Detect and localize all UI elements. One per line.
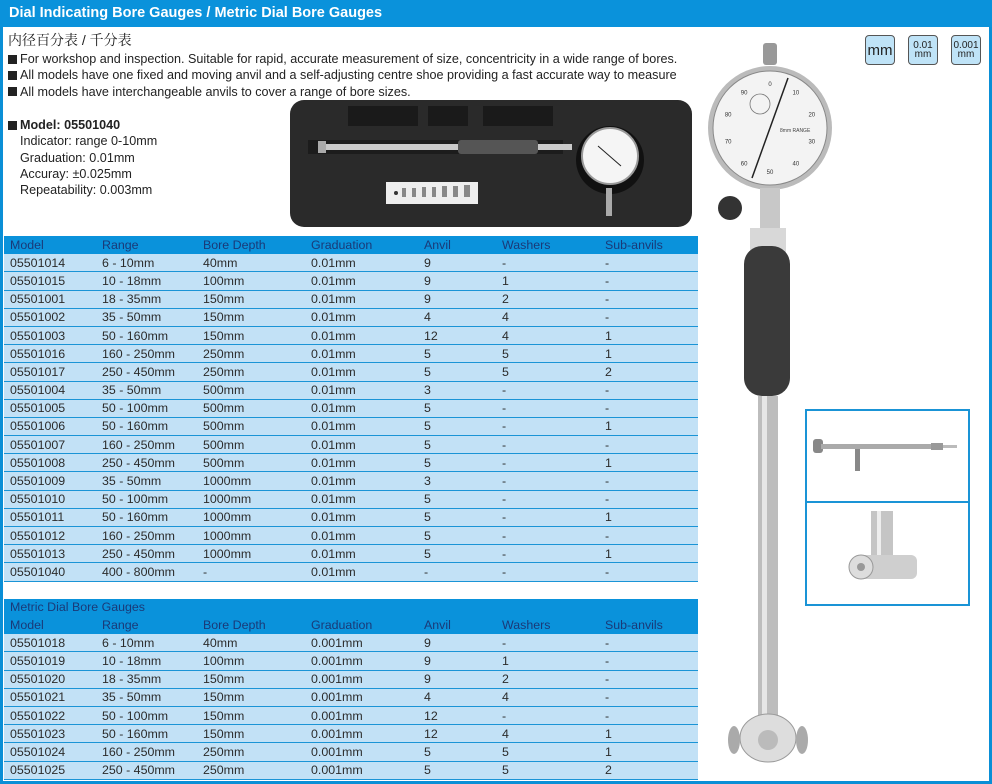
table-cell: 05501018 <box>10 635 66 650</box>
dial-scale-label: 50 <box>766 170 774 176</box>
feature-text: All models have interchangeable anvils to cover a range of bore sizes. <box>20 84 411 99</box>
table-cell: 05501025 <box>10 763 66 778</box>
table-cell: 05501003 <box>10 328 66 343</box>
table-cell: - <box>605 690 610 705</box>
table-header-row <box>4 616 698 634</box>
table-cell: 05501021 <box>10 690 66 705</box>
table-row <box>4 272 698 290</box>
table-cell: 05501009 <box>10 474 66 489</box>
table-cell: - <box>605 273 610 288</box>
table-cell: 6 - 10mm <box>102 255 155 270</box>
table-cell: 50 - 160mm <box>102 510 169 525</box>
table-header-row <box>4 236 698 254</box>
table-cell: 3 <box>424 474 431 489</box>
table-cell: 1 <box>605 346 612 361</box>
table-cell: - <box>502 437 507 452</box>
table-cell: 50 - 100mm <box>102 401 169 416</box>
table-cell: - <box>605 653 610 668</box>
table-cell: 0.01mm <box>311 346 356 361</box>
table-cell: 2 <box>502 672 509 687</box>
table-row <box>4 291 698 309</box>
table-cell: 0.001mm <box>311 653 363 668</box>
table-cell: 250 - 450mm <box>102 763 176 778</box>
table-cell: 50 - 160mm <box>102 328 169 343</box>
unit-badge-0-001mm <box>951 35 981 65</box>
table-cell: 0.01mm <box>311 292 356 307</box>
column-header: Anvil <box>424 238 451 253</box>
dial-stem-top <box>763 43 777 65</box>
table-cell: - <box>502 528 507 543</box>
dial-scale-label: 40 <box>792 161 800 168</box>
table-cell: 0.001mm <box>311 708 363 723</box>
table-cell: 0.01mm <box>311 455 356 470</box>
table-cell: 0.001mm <box>311 690 363 705</box>
table-cell: 50 - 160mm <box>102 726 169 741</box>
table-cell: 100mm <box>203 653 245 668</box>
column-header: Bore Depth <box>203 238 266 253</box>
table-cell: 5 <box>424 528 431 543</box>
table-row <box>4 725 698 743</box>
table-row <box>4 400 698 418</box>
lock-knob <box>718 196 742 220</box>
unit-badge-line2: mm <box>914 49 932 60</box>
table-cell: 4 <box>502 690 509 705</box>
table-cell: 12 <box>424 328 438 343</box>
table-cell: 05501010 <box>10 492 66 507</box>
table-cell: 05501013 <box>10 546 66 561</box>
gauge-handle <box>458 140 538 154</box>
table-cell: 05501016 <box>10 346 66 361</box>
table-cell: 250mm <box>203 744 245 759</box>
table-cell: 5 <box>424 346 431 361</box>
table-cell: - <box>502 383 507 398</box>
dial-scale-label: 0 <box>768 82 772 88</box>
table-cell: 1 <box>502 653 509 668</box>
table-cell: 9 <box>424 273 431 288</box>
table-cell: 9 <box>424 635 431 650</box>
table-cell: 1 <box>605 419 612 434</box>
table-cell: 1000mm <box>203 546 252 561</box>
table-cell: 0.01mm <box>311 474 356 489</box>
table-cell: 35 - 50mm <box>102 383 162 398</box>
rod-highlight <box>762 396 767 716</box>
table-cell: 400 - 800mm <box>102 564 176 579</box>
table-cell: 4 <box>502 328 509 343</box>
table-row <box>4 345 698 363</box>
table-cell: 5 <box>502 346 509 361</box>
bullet-square-icon <box>8 71 17 80</box>
table-row <box>4 707 698 725</box>
unit-badge-line1: mm <box>867 41 893 59</box>
table-row <box>4 472 698 490</box>
table-cell: 160 - 250mm <box>102 528 176 543</box>
table-body <box>4 254 698 581</box>
table-cell: 35 - 50mm <box>102 474 162 489</box>
table-cell: 250 - 450mm <box>102 546 176 561</box>
table-cell: 160 - 250mm <box>102 744 176 759</box>
extension-rod-illustration <box>807 411 968 501</box>
table-cell: 250 - 450mm <box>102 364 176 379</box>
table-cell: 500mm <box>203 455 245 470</box>
metric-dial-bore-gauges-table <box>4 599 698 780</box>
dial-scale-label: 80 <box>724 112 732 119</box>
model-spec-block <box>8 117 157 198</box>
table-row <box>4 454 698 472</box>
table-cell: 9 <box>424 292 431 307</box>
measuring-head-illustration <box>807 503 968 604</box>
table-row <box>4 762 698 780</box>
table-cell: 4 <box>424 690 431 705</box>
table-cell: 0.01mm <box>311 546 356 561</box>
table-body <box>4 634 698 780</box>
moving-anvil <box>796 726 808 754</box>
table-cell: 4 <box>424 310 431 325</box>
table-cell: 0.001mm <box>311 726 363 741</box>
table-row <box>4 309 698 327</box>
feature-item <box>8 51 677 67</box>
gauge-neck <box>760 188 780 228</box>
bullet-square-icon <box>8 55 17 64</box>
gauge-handle <box>744 246 790 396</box>
table-cell: 0.01mm <box>311 492 356 507</box>
table-cell: - <box>502 635 507 650</box>
unit-badges <box>865 35 981 65</box>
table-cell: 1000mm <box>203 492 252 507</box>
table-cell: 1 <box>502 273 509 288</box>
table-row <box>4 652 698 670</box>
column-header: Graduation <box>311 238 373 253</box>
table-cell: 5 <box>424 546 431 561</box>
table-cell: 05501024 <box>10 744 66 759</box>
table-cell: 5 <box>502 364 509 379</box>
table-cell: 12 <box>424 708 438 723</box>
table-cell: 35 - 50mm <box>102 310 162 325</box>
table-cell: - <box>605 437 610 452</box>
table-cell: 1 <box>605 546 612 561</box>
model-heading <box>8 117 157 133</box>
spec-graduation: Graduation: 0.01mm <box>20 150 135 165</box>
table-cell: 5 <box>424 437 431 452</box>
table-cell: 4 <box>502 726 509 741</box>
table-cell: 0.01mm <box>311 364 356 379</box>
column-header: Washers <box>502 618 551 633</box>
table-cell: 500mm <box>203 383 245 398</box>
table-cell: 9 <box>424 255 431 270</box>
table-cell: 5 <box>502 763 509 778</box>
column-header: Range <box>102 618 139 633</box>
table-row <box>4 563 698 581</box>
table-cell: 9 <box>424 653 431 668</box>
feature-text: For workshop and inspection. Suitable for rapid, accurate measurement of size, concentricity in a wide range of bores. <box>20 52 678 66</box>
table-cell: 1 <box>605 455 612 470</box>
table-cell: - <box>605 672 610 687</box>
table-row <box>4 509 698 527</box>
dial-scale-label: 30 <box>808 139 816 146</box>
dial-scale-label: 10 <box>792 90 800 97</box>
table-cell: 0.01mm <box>311 310 356 325</box>
table-row <box>4 254 698 272</box>
table-cell: 0.01mm <box>311 383 356 398</box>
table-cell: 0.01mm <box>311 255 356 270</box>
table-cell: 12 <box>424 726 438 741</box>
table-cell: 0.01mm <box>311 510 356 525</box>
fixed-anvil <box>728 726 740 754</box>
table-cell: - <box>424 564 429 579</box>
spec-repeatability: Repeatability: 0.003mm <box>20 183 153 198</box>
table-cell: 0.01mm <box>311 273 356 288</box>
table-cell: 05501014 <box>10 255 66 270</box>
table-cell: 0.01mm <box>311 437 356 452</box>
table-cell: 0.001mm <box>311 635 363 650</box>
table-cell: 5 <box>424 419 431 434</box>
bullet-square-icon <box>8 121 17 130</box>
spec-accuracy: Accuray: ±0.025mm <box>20 166 132 181</box>
table-cell: 6 - 10mm <box>102 635 155 650</box>
table-cell: 0.001mm <box>311 744 363 759</box>
table-cell: 250mm <box>203 346 245 361</box>
table-cell: - <box>502 492 507 507</box>
table-cell: 0.01mm <box>311 328 356 343</box>
dial-bore-gauges-table <box>4 236 698 582</box>
table-cell: 05501001 <box>10 292 66 307</box>
dial-scale-label: 70 <box>724 139 732 146</box>
table-cell: 250mm <box>203 364 245 379</box>
table-cell: 150mm <box>203 672 245 687</box>
table-cell: 05501015 <box>10 273 66 288</box>
table-cell: 0.001mm <box>311 672 363 687</box>
table-cell: 500mm <box>203 419 245 434</box>
table-cell: 5 <box>424 744 431 759</box>
table-row <box>4 545 698 563</box>
table-cell: 18 - 35mm <box>102 672 162 687</box>
case-slot <box>483 106 553 126</box>
case-slot <box>428 106 468 126</box>
table-cell: 150mm <box>203 310 245 325</box>
table-caption: Metric Dial Bore Gauges <box>4 599 698 616</box>
table-cell: - <box>605 255 610 270</box>
table-cell: 50 - 100mm <box>102 492 169 507</box>
column-header: Sub-anvils <box>605 618 663 633</box>
dial-scale-label: 20 <box>808 112 816 119</box>
dial-stem <box>606 188 612 216</box>
table-cell: - <box>605 564 610 579</box>
column-header: Sub-anvils <box>605 238 663 253</box>
table-cell: 5 <box>424 492 431 507</box>
bore-gauge-kit-image <box>288 98 694 229</box>
table-cell: 5 <box>424 510 431 525</box>
table-cell: 05501007 <box>10 437 66 452</box>
chinese-title: 内径百分表 / 千分表 <box>8 32 132 48</box>
table-row <box>4 382 698 400</box>
table-cell: - <box>502 455 507 470</box>
table-cell: 0.01mm <box>311 564 356 579</box>
table-row <box>4 436 698 454</box>
table-cell: - <box>203 564 208 579</box>
table-row <box>4 689 698 707</box>
column-header: Bore Depth <box>203 618 266 633</box>
table-cell: 5 <box>424 401 431 416</box>
gauge-rod <box>758 396 778 716</box>
table-cell: - <box>502 255 507 270</box>
table-cell: 40mm <box>203 635 238 650</box>
table-cell: - <box>605 635 610 650</box>
table-cell: - <box>605 310 610 325</box>
table-cell: - <box>605 401 610 416</box>
page-title: Dial Indicating Bore Gauges / Metric Dial Bore Gauges <box>0 0 992 27</box>
feature-list <box>8 51 677 100</box>
table-row <box>4 363 698 381</box>
unit-badge-line1: 0.01 <box>913 40 933 51</box>
table-cell: - <box>605 708 610 723</box>
table-cell: 1 <box>605 510 612 525</box>
column-header: Model <box>10 238 44 253</box>
dial-scale-label: 60 <box>740 161 748 168</box>
table-cell: - <box>502 510 507 525</box>
table-row <box>4 527 698 545</box>
table-cell: - <box>502 546 507 561</box>
table-cell: 2 <box>605 364 612 379</box>
table-cell: 50 - 100mm <box>102 708 169 723</box>
table-cell: 4 <box>502 310 509 325</box>
table-cell: - <box>502 564 507 579</box>
table-cell: 1000mm <box>203 474 252 489</box>
table-row <box>4 743 698 761</box>
table-cell: 250mm <box>203 763 245 778</box>
table-cell: 5 <box>424 455 431 470</box>
table-cell: 1 <box>605 726 612 741</box>
table-cell: 5 <box>424 364 431 379</box>
case-slot <box>348 106 418 126</box>
table-cell: 1000mm <box>203 528 252 543</box>
table-cell: 100mm <box>203 273 245 288</box>
table-cell: - <box>605 474 610 489</box>
table-row <box>4 671 698 689</box>
table-cell: - <box>502 474 507 489</box>
table-cell: 05501005 <box>10 401 66 416</box>
table-cell: 05501008 <box>10 455 66 470</box>
table-cell: 35 - 50mm <box>102 690 162 705</box>
extension-rod-detail-image <box>805 409 970 503</box>
table-cell: 1000mm <box>203 510 252 525</box>
table-cell: 10 - 18mm <box>102 273 162 288</box>
table-cell: 05501012 <box>10 528 66 543</box>
table-cell: - <box>502 708 507 723</box>
table-cell: - <box>605 383 610 398</box>
table-cell: 0.01mm <box>311 401 356 416</box>
table-cell: 500mm <box>203 401 245 416</box>
feature-item <box>8 67 677 83</box>
table-cell: 250 - 450mm <box>102 455 176 470</box>
table-cell: - <box>605 528 610 543</box>
unit-badge-mm <box>865 35 895 65</box>
table-cell: 9 <box>424 672 431 687</box>
table-cell: 05501006 <box>10 419 66 434</box>
table-cell: 150mm <box>203 708 245 723</box>
table-cell: 0.001mm <box>311 763 363 778</box>
table-cell: 05501022 <box>10 708 66 723</box>
centre-shoe <box>758 730 778 750</box>
measuring-head-detail-image <box>805 501 970 606</box>
table-cell: 05501019 <box>10 653 66 668</box>
unit-badge-0-01mm <box>908 35 938 65</box>
table-cell: 1 <box>605 744 612 759</box>
column-header: Graduation <box>311 618 373 633</box>
unit-badge-line2: mm <box>957 49 975 60</box>
table-cell: 05501020 <box>10 672 66 687</box>
table-cell: 5 <box>502 744 509 759</box>
table-cell: - <box>605 292 610 307</box>
table-cell: 150mm <box>203 726 245 741</box>
column-header: Model <box>10 618 44 633</box>
table-row <box>4 491 698 509</box>
column-header: Washers <box>502 238 551 253</box>
table-cell: 50 - 160mm <box>102 419 169 434</box>
table-cell: 18 - 35mm <box>102 292 162 307</box>
table-cell: 10 - 18mm <box>102 653 162 668</box>
table-cell: 0.01mm <box>311 419 356 434</box>
column-header: Range <box>102 238 139 253</box>
table-cell: 05501017 <box>10 364 66 379</box>
table-cell: 40mm <box>203 255 238 270</box>
table-cell: 05501040 <box>10 564 66 579</box>
table-cell: 5 <box>424 763 431 778</box>
table-cell: 0.01mm <box>311 528 356 543</box>
table-row <box>4 634 698 652</box>
table-cell: 05501023 <box>10 726 66 741</box>
table-cell: 1 <box>605 328 612 343</box>
feature-text: All models have one fixed and moving anvil and a self-adjusting centre shoe providing a fast accurate way to measure <box>20 68 677 83</box>
table-cell: 150mm <box>203 292 245 307</box>
table-cell: 500mm <box>203 437 245 452</box>
table-row <box>4 327 698 345</box>
table-cell: 160 - 250mm <box>102 437 176 452</box>
column-header: Anvil <box>424 618 451 633</box>
model-title: Model: 05501040 <box>20 118 121 132</box>
table-cell: 05501011 <box>10 510 65 525</box>
unit-badge-line1: 0.001 <box>953 40 979 51</box>
table-cell: 05501002 <box>10 310 66 325</box>
spec-indicator: Indicator: range 0-10mm <box>20 134 158 149</box>
dial-range-text: 8mm RANGE <box>780 128 811 134</box>
table-cell: 05501004 <box>10 383 66 398</box>
table-cell: - <box>502 401 507 416</box>
table-cell: 3 <box>424 383 431 398</box>
table-cell: 150mm <box>203 690 245 705</box>
bullet-square-icon <box>8 87 17 96</box>
table-cell: 2 <box>605 763 612 778</box>
table-cell: - <box>502 419 507 434</box>
table-cell: 160 - 250mm <box>102 346 176 361</box>
table-cell: 150mm <box>203 328 245 343</box>
gauge-head <box>318 141 326 153</box>
table-row <box>4 418 698 436</box>
dial-scale-label: 90 <box>740 90 748 97</box>
table-cell: - <box>605 492 610 507</box>
table-cell: 2 <box>502 292 509 307</box>
